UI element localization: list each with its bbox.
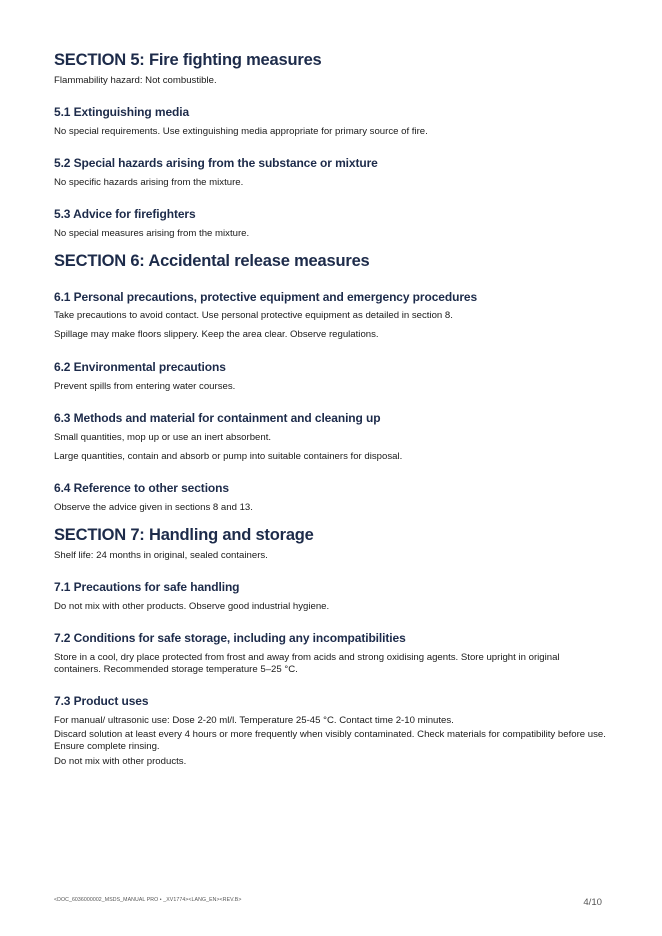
section-6-3-text-2: Large quantities, contain and absorb or pump into suitable containers for disposal. <box>54 451 403 462</box>
section-6-1-text-1: Take precautions to avoid contact. Use personal protective equipment as detailed in section 8. <box>54 310 453 321</box>
section-5-2-title: 5.2 Special hazards arising from the substance or mixture <box>54 156 378 170</box>
section-7-3-text-2: Discard solution at least every 4 hours or more frequently when visibly contaminated. Check materials for compatibility before use. Ensure complete rinsing. <box>54 729 606 752</box>
section-6-1-text-2: Spillage may make floors slippery. Keep the area clear. Observe regulations. <box>54 329 379 340</box>
footer-document-code: <DOC_6036000002_MSDS_MANUAL PRO • _XV1774><LANG_EN><REV.B> <box>54 897 242 903</box>
section-6-2-title: 6.2 Environmental precautions <box>54 360 226 374</box>
section-6-3-title: 6.3 Methods and material for containment and cleaning up <box>54 411 381 425</box>
section-5-title: SECTION 5: Fire fighting measures <box>54 51 322 69</box>
section-5-2-text: No specific hazards arising from the mixture. <box>54 177 244 188</box>
section-6-2-text: Prevent spills from entering water courses. <box>54 381 236 392</box>
section-7-1-title: 7.1 Precautions for safe handling <box>54 580 240 594</box>
section-7-title: SECTION 7: Handling and storage <box>54 526 314 544</box>
section-7-3-title: 7.3 Product uses <box>54 694 149 708</box>
section-6-4-text: Observe the advice given in sections 8 and 13. <box>54 502 253 513</box>
section-6-4-title: 6.4 Reference to other sections <box>54 481 229 495</box>
section-5-1-text: No special requirements. Use extinguishing media appropriate for primary source of fire. <box>54 126 428 137</box>
section-7-2-text: Store in a cool, dry place protected from frost and away from acids and strong oxidising agents. Store upright in original containers. Recommended storage temperature 5–25 °C. <box>54 652 560 675</box>
section-7-intro: Shelf life: 24 months in original, sealed containers. <box>54 550 268 561</box>
section-5-3-title: 5.3 Advice for firefighters <box>54 207 196 221</box>
section-7-3-text-3: Do not mix with other products. <box>54 756 187 767</box>
section-6-title: SECTION 6: Accidental release measures <box>54 252 370 270</box>
section-5-1-title: 5.1 Extinguishing media <box>54 105 190 119</box>
section-7-1-text: Do not mix with other products. Observe good industrial hygiene. <box>54 601 330 612</box>
section-7-3-text-1: For manual/ ultrasonic use: Dose 2-20 ml/l. Temperature 25-45 °C. Contact time 2-10 minutes. <box>54 715 454 726</box>
section-5-intro: Flammability hazard: Not combustible. <box>54 75 217 86</box>
section-5-3-text: No special measures arising from the mixture. <box>54 228 250 239</box>
footer-page-number: 4/10 <box>583 897 602 908</box>
section-6-1-title: 6.1 Personal precautions, protective equipment and emergency procedures <box>54 290 478 304</box>
section-6-3-text-1: Small quantities, mop up or use an inert absorbent. <box>54 432 272 443</box>
section-7-2-title: 7.2 Conditions for safe storage, including any incompatibilities <box>54 631 406 645</box>
